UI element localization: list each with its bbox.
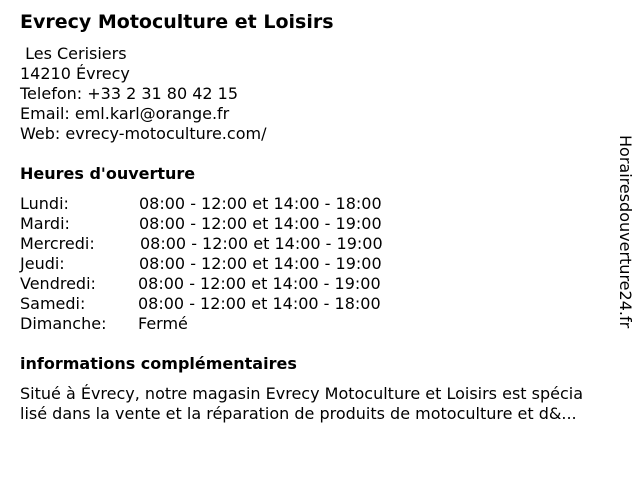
day-time: 08:00 - 12:00 et 14:00 - 18:00: [138, 294, 381, 313]
hours-row: [20, 234, 440, 254]
business-name: Evrecy Motoculture et Loisirs: [20, 11, 334, 33]
info-text: [20, 384, 632, 424]
day-time: 08:00 - 12:00 et 14:00 - 18:00: [139, 194, 382, 213]
day-time: 08:00 - 12:00 et 14:00 - 19:00: [140, 234, 383, 253]
day-label: Samedi:: [20, 294, 86, 313]
hours-row: [20, 294, 440, 314]
hours-heading: Heures d'ouverture: [20, 164, 196, 183]
hours-row: [20, 214, 440, 234]
watermark-text: Horairesdouverture24.fr: [616, 135, 635, 329]
opening-hours: [20, 194, 440, 334]
address-block: [20, 44, 266, 144]
day-time: 08:00 - 12:00 et 14:00 - 19:00: [139, 254, 382, 273]
day-time: 08:00 - 12:00 et 14:00 - 19:00: [138, 274, 381, 293]
day-label: Dimanche:: [20, 314, 107, 333]
email: Email: eml.karl@orange.fr: [20, 104, 230, 123]
info-line: lisé dans la vente et la réparation de produits de motoculture et d&...: [20, 404, 577, 423]
hours-row: [20, 194, 440, 214]
day-label: Jeudi:: [20, 254, 65, 273]
day-time: Fermé: [138, 314, 188, 333]
street: Les Cerisiers: [20, 44, 127, 63]
hours-row: [20, 314, 440, 334]
info-line: Situé à Évrecy, notre magasin Evrecy Motoculture et Loisirs est spécia: [20, 384, 584, 403]
city: 14210 Évrecy: [20, 64, 130, 83]
website: Web: evrecy-motoculture.com/: [20, 124, 267, 143]
day-label: Mercredi:: [20, 234, 95, 253]
day-label: Mardi:: [20, 214, 70, 233]
info-heading: informations complémentaires: [20, 354, 297, 373]
day-time: 08:00 - 12:00 et 14:00 - 19:00: [139, 214, 382, 233]
day-label: Vendredi:: [20, 274, 96, 293]
phone: Telefon: +33 2 31 80 42 15: [20, 84, 239, 103]
hours-row: [20, 254, 440, 274]
hours-row: [20, 274, 440, 294]
watermark: [612, 135, 636, 347]
day-label: Lundi:: [20, 194, 69, 213]
